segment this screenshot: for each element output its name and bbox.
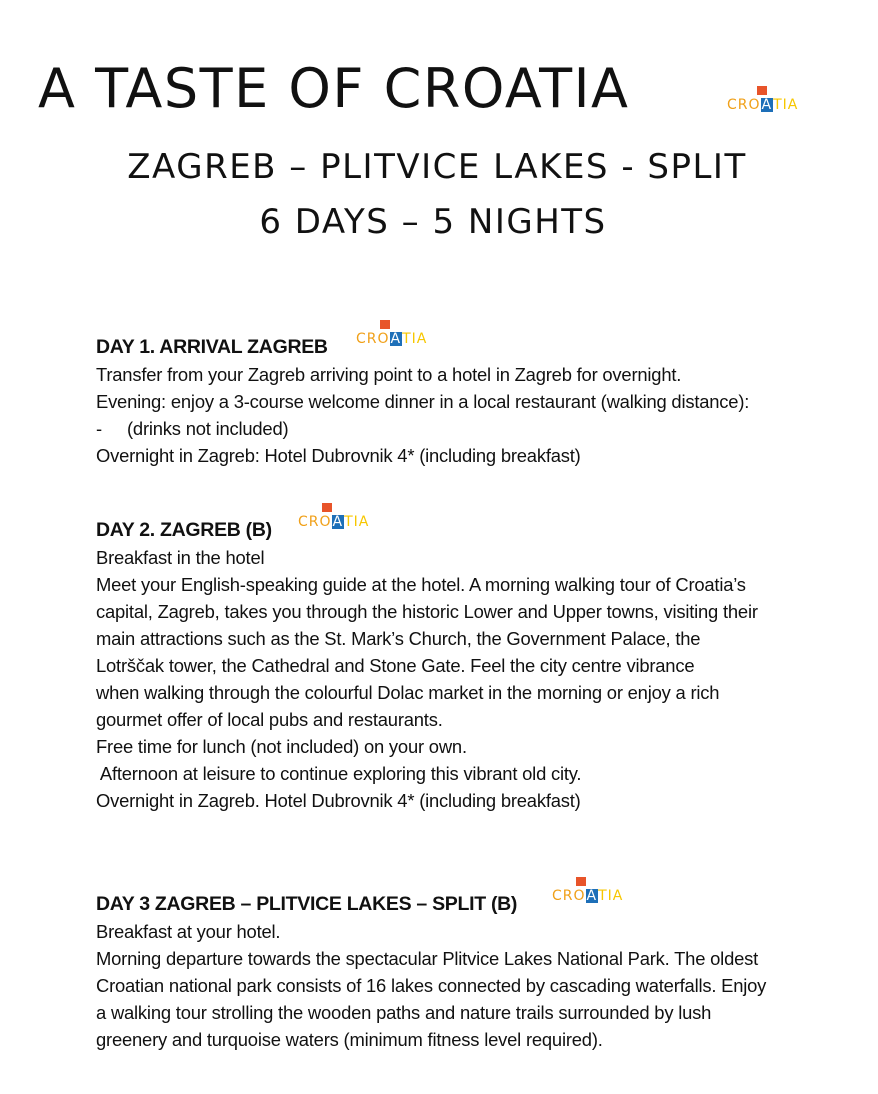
- logo-wordmark: CROATIA: [356, 331, 428, 347]
- day-2-section: [96, 514, 836, 814]
- logo-square-icon: [576, 877, 586, 886]
- day-2-line: Afternoon at leisure to continue exploring this vibrant old city.: [96, 763, 582, 784]
- day-1-line: (drinks not included): [127, 418, 289, 439]
- day-2-line: Lotrščak tower, the Cathedral and Stone Gate. Feel the city centre vibrance: [96, 655, 695, 676]
- croatia-logo: [552, 877, 644, 911]
- day-2-line: when walking through the colourful Dolac market in the morning or enjoy a rich: [96, 682, 720, 703]
- day-3-line: greenery and turquoise waters (minimum fitness level required).: [96, 1029, 603, 1050]
- day-3-line: a walking tour strolling the wooden paths and nature trails surrounded by lush: [96, 1002, 712, 1023]
- logo-square-icon: [757, 86, 767, 95]
- day-1-line: Evening: enjoy a 3-course welcome dinner in a local restaurant (walking distance):: [96, 391, 750, 412]
- day-1-bullet-item: [96, 415, 836, 442]
- day-3-line: Morning departure towards the spectacular Plitvice Lakes National Park. The oldest: [96, 948, 759, 969]
- day-2-line: capital, Zagreb, takes you through the historic Lower and Upper towns, visiting their: [96, 601, 758, 622]
- logo-square-icon: [380, 320, 390, 329]
- logo-wordmark: CROATIA: [552, 888, 624, 904]
- day-3-section: [96, 888, 836, 1053]
- day-3-heading: DAY 3 ZAGREB – PLITVICE LAKES – SPLIT (B): [96, 893, 518, 915]
- day-2-heading: DAY 2. ZAGREB (B): [96, 519, 272, 541]
- day-1-section: [96, 331, 836, 469]
- day-2-line: Overnight in Zagreb. Hotel Dubrovnik 4* (including breakfast): [96, 790, 581, 811]
- page-title: A TASTE OF CROATIA: [38, 57, 630, 120]
- day-2-line: Free time for lunch (not included) on your own.: [96, 736, 467, 757]
- day-2-line: Breakfast in the hotel: [96, 547, 265, 568]
- croatia-logo: [356, 320, 448, 354]
- route-subtitle: ZAGREB – PLITVICE LAKES - SPLIT: [127, 147, 747, 187]
- logo-square-icon: [322, 503, 332, 512]
- bullet-dash: -: [96, 418, 102, 439]
- day-3-line: Breakfast at your hotel.: [96, 921, 281, 942]
- day-1-line: Transfer from your Zagreb arriving point to a hotel in Zagreb for overnight.: [96, 364, 682, 385]
- day-1-line: Overnight in Zagreb: Hotel Dubrovnik 4* (including breakfast): [96, 445, 581, 466]
- day-3-line: Croatian national park consists of 16 lakes connected by cascading waterfalls. Enjoy: [96, 975, 767, 996]
- duration-subtitle: 6 DAYS – 5 NIGHTS: [259, 202, 607, 242]
- logo-wordmark: CROATIA: [727, 97, 799, 113]
- day-1-heading: DAY 1. ARRIVAL ZAGREB: [96, 336, 328, 358]
- croatia-logo: [727, 86, 819, 120]
- day-2-line: main attractions such as the St. Mark’s Church, the Government Palace, the: [96, 628, 701, 649]
- logo-wordmark: CROATIA: [298, 514, 370, 530]
- day-2-line: Meet your English-speaking guide at the hotel. A morning walking tour of Croatia’s: [96, 574, 746, 595]
- croatia-logo: [298, 503, 390, 537]
- day-2-line: gourmet offer of local pubs and restaurants.: [96, 709, 443, 730]
